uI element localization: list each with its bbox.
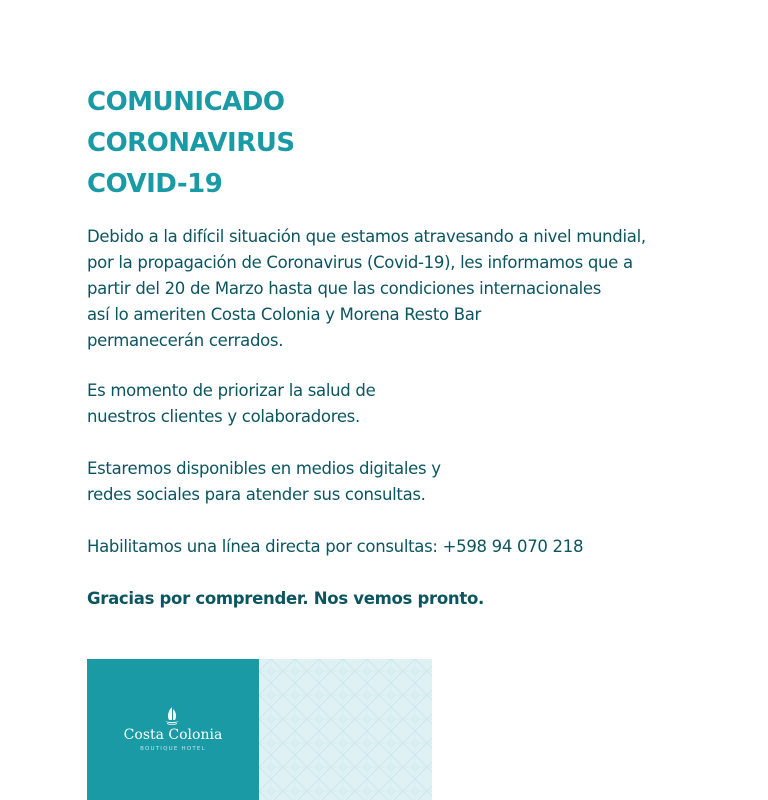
text-line: permanecerán cerrados. <box>87 331 284 350</box>
paragraph-digital-availability <box>87 456 747 508</box>
geometric-pattern-graphic <box>259 659 432 800</box>
paragraph-health-priority <box>87 378 747 430</box>
title-line-1: COMUNICADO <box>87 87 285 117</box>
contact-phone-text: Habilitamos una línea directa por consultas: +598 94 070 218 <box>87 537 584 556</box>
closing-text: Gracias por comprender. Nos vemos pronto. <box>87 589 484 608</box>
sailboat-icon <box>161 705 183 727</box>
paragraph-contact-line <box>87 534 747 560</box>
closing-message <box>87 586 747 612</box>
text-line: redes sociales para atender sus consultas. <box>87 485 426 504</box>
brand-name: Costa Colonia <box>123 727 223 743</box>
page-title <box>87 82 295 205</box>
text-line: Es momento de priorizar la salud de <box>87 381 376 400</box>
text-line: nuestros clientes y colaboradores. <box>87 407 360 426</box>
text-line: Estaremos disponibles en medios digitales y <box>87 459 441 478</box>
decorative-pattern <box>259 659 432 800</box>
title-line-3: COVID-19 <box>87 169 223 199</box>
brand-logo-block <box>87 659 259 800</box>
announcement-body <box>87 224 747 612</box>
paragraph-closure-notice <box>87 224 747 354</box>
brand-subtitle: BOUTIQUE HOTEL <box>140 746 206 752</box>
text-line: Debido a la difícil situación que estamos atravesando a nivel mundial, <box>87 227 646 246</box>
title-line-2: CORONAVIRUS <box>87 128 295 158</box>
text-line: partir del 20 de Marzo hasta que las condiciones internacionales <box>87 279 602 298</box>
brand-banner <box>87 659 432 800</box>
text-line: así lo ameriten Costa Colonia y Morena Resto Bar <box>87 305 482 324</box>
text-line: por la propagación de Coronavirus (Covid-19), les informamos que a <box>87 253 633 272</box>
